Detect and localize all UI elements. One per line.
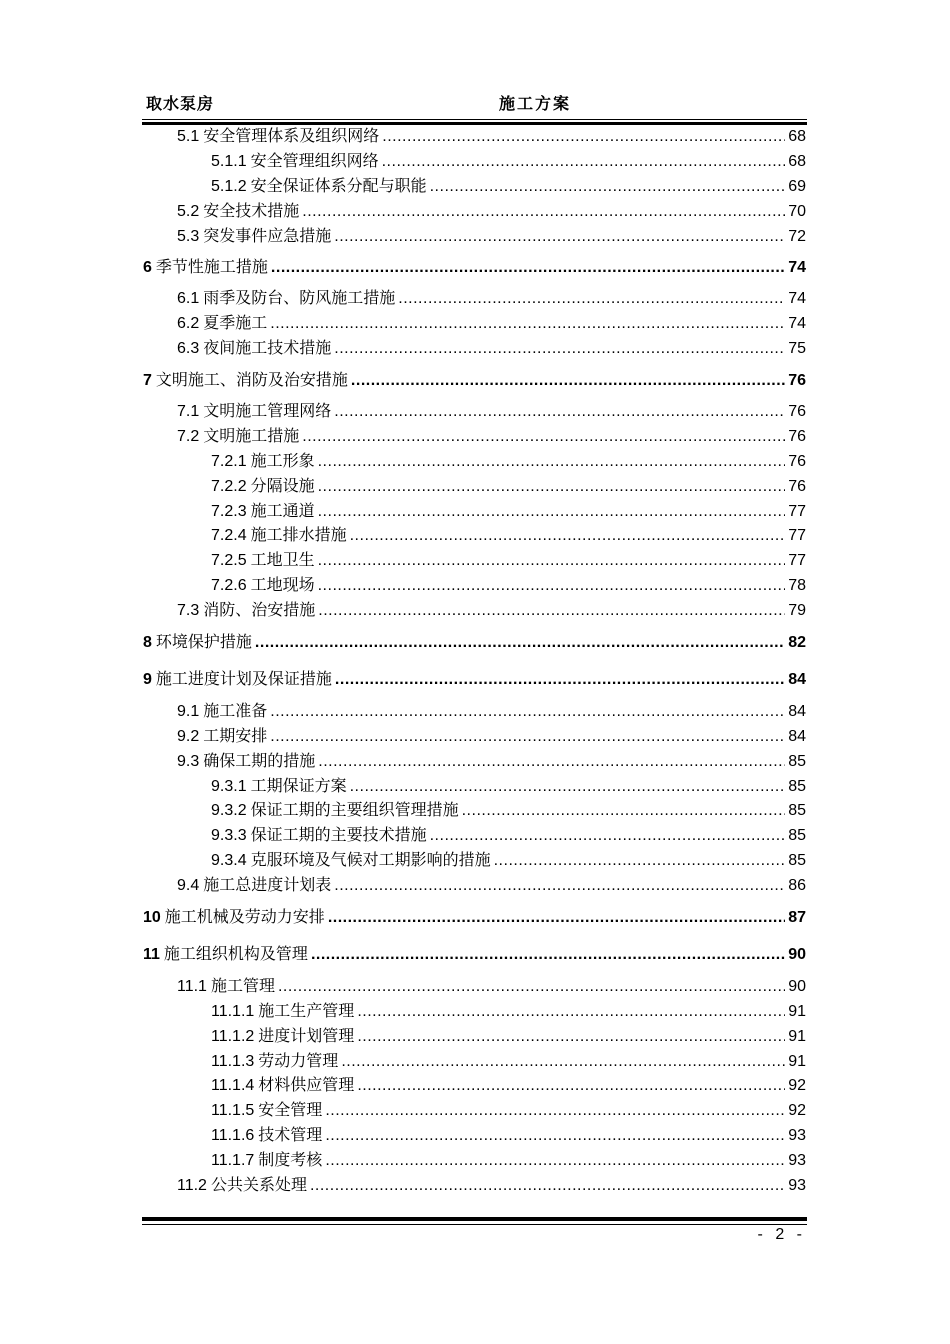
toc-entry-title: 安全管理 [258,1102,323,1119]
toc-entry[interactable] [177,975,806,997]
toc-entry-page: 85 [788,778,806,795]
toc-entry-number: 7.1 [177,403,200,420]
toc-dot-leader [382,127,785,147]
toc-entry-title: 施工形象 [250,453,315,470]
toc-dot-leader [341,1052,785,1072]
toc-entry[interactable] [211,824,806,846]
toc-entry-number: 5.1.1 [211,153,247,170]
toc-entry-title: 劳动力管理 [258,1053,339,1070]
toc-dot-leader [350,526,786,546]
toc-dot-leader [318,551,786,571]
toc-dot-leader [494,851,786,871]
toc-entry-title: 分隔设施 [250,478,315,495]
toc-entry[interactable] [211,500,806,522]
toc-entry-page: 86 [788,877,806,894]
toc-entry-number: 7.2.1 [211,453,247,470]
toc-dot-leader [318,601,785,621]
toc-entry-page: 91 [788,1028,806,1045]
toc-entry[interactable] [177,125,806,147]
toc-entry-page: 78 [788,577,806,594]
toc-dot-leader [318,576,786,596]
toc-entry-number: 11.1.5 [211,1102,255,1119]
toc-entry-title: 环境保护措施 [155,634,252,651]
toc-entry[interactable] [177,287,806,309]
toc-entry[interactable] [177,400,806,422]
toc-dot-leader [271,258,785,278]
toc-entry-number: 5.2 [177,203,200,220]
toc-dot-leader [278,977,785,997]
toc-entry-number: 9.3.2 [211,802,247,819]
footer-rule [142,1224,807,1225]
toc-entry-page: 91 [788,1003,806,1020]
toc-entry-page: 84 [788,703,806,720]
toc-dot-leader [350,777,786,797]
toc-dot-leader [325,1151,785,1171]
toc-entry-number: 9.1 [177,703,200,720]
toc-entry-page: 87 [788,909,806,926]
toc-entry-title: 确保工期的措施 [203,753,316,770]
toc-entry-page: 90 [788,946,806,963]
toc-entry-title: 雨季及防台、防风施工措施 [203,290,396,307]
toc-entry-title: 工期保证方案 [250,778,347,795]
toc-entry[interactable] [177,1174,806,1196]
toc-entry-number: 11.1.3 [211,1053,255,1070]
toc-entry-page: 82 [788,634,806,651]
toc-entry-number: 7.2 [177,428,200,445]
toc-entry[interactable] [177,200,806,222]
toc-entry-number: 9.4 [177,877,200,894]
toc-entry-page: 84 [788,671,806,688]
toc-entry[interactable] [177,312,806,334]
toc-entry-page: 70 [788,203,806,220]
toc-dot-leader [335,670,785,690]
toc-entry-title: 夏季施工 [203,315,268,332]
header-document-title: 施工方案 [499,94,572,113]
toc-entry[interactable] [143,906,806,928]
toc-dot-leader [318,752,785,772]
toc-entry-page: 76 [788,372,806,389]
toc-entry-title: 施工机械及劳动力安排 [164,909,325,926]
toc-dot-leader [255,633,785,653]
toc-dot-leader [325,1126,785,1146]
toc-entry-title: 安全技术措施 [203,203,300,220]
toc-entry[interactable] [177,700,806,722]
toc-entry[interactable] [177,599,806,621]
toc-entry-page: 74 [788,259,806,276]
toc-dot-leader [462,801,786,821]
toc-entry-number: 7.2.6 [211,577,247,594]
toc-entry-title: 进度计划管理 [258,1028,355,1045]
toc-entry-title: 施工通道 [250,503,315,520]
toc-entry-number: 7.2.5 [211,552,247,569]
toc-entry-number: 7.2.2 [211,478,247,495]
toc-entry-page: 92 [788,1102,806,1119]
toc-dot-leader [325,1101,785,1121]
toc-entry-title: 施工排水措施 [250,527,347,544]
toc-dot-leader [430,177,786,197]
toc-entry[interactable] [211,150,806,172]
toc-entry-page: 90 [788,978,806,995]
toc-entry-title: 工地现场 [250,577,315,594]
toc-entry-page: 85 [788,753,806,770]
toc-dot-leader [270,727,785,747]
toc-entry-page: 91 [788,1053,806,1070]
toc-dot-leader [357,1076,785,1096]
toc-entry-page: 74 [788,290,806,307]
toc-entry[interactable] [211,175,806,197]
toc-entry-number: 7 [143,372,152,389]
toc-entry[interactable] [177,725,806,747]
toc-entry-page: 84 [788,728,806,745]
toc-entry-number: 9.3.1 [211,778,247,795]
toc-entry-title: 安全保证体系分配与职能 [250,178,427,195]
toc-entry-number: 9.3.3 [211,827,247,844]
toc-entry-page: 76 [788,453,806,470]
toc-dot-leader [430,826,786,846]
toc-entry-title: 克服环境及气候对工期影响的措施 [250,852,491,869]
toc-entry-title: 制度考核 [258,1152,323,1169]
toc-entry-number: 6.3 [177,340,200,357]
toc-entry-page: 76 [788,403,806,420]
toc-entry[interactable] [211,849,806,871]
toc-entry-title: 施工准备 [203,703,268,720]
toc-entry-page: 76 [788,478,806,495]
toc-dot-leader [302,202,785,222]
toc-entry-title: 施工管理 [210,978,275,995]
toc-entry-title: 消防、治安措施 [203,602,316,619]
toc-dot-leader [318,452,786,472]
toc-entry-number: 5.1 [177,128,200,145]
toc-entry-title: 突发事件应急措施 [203,228,332,245]
toc-dot-leader [334,339,785,359]
page-number: - 2 - [757,1226,806,1243]
toc-entry-number: 5.1.2 [211,178,247,195]
toc-dot-leader [398,289,785,309]
toc-dot-leader [357,1027,785,1047]
toc-dot-leader [334,876,785,896]
toc-entry-title: 施工进度计划及保证措施 [155,671,332,688]
toc-entry-page: 69 [788,178,806,195]
toc-entry[interactable] [143,943,806,965]
toc-entry-number: 5.3 [177,228,200,245]
toc-entry-page: 68 [788,153,806,170]
toc-entry-number: 11.1.1 [211,1003,255,1020]
toc-entry[interactable] [143,369,806,391]
toc-dot-leader [334,402,785,422]
toc-entry-number: 11.1.7 [211,1152,255,1169]
toc-entry-page: 79 [788,602,806,619]
toc-entry-number: 11.1.2 [211,1028,255,1045]
toc-dot-leader [318,502,786,522]
toc-entry-page: 92 [788,1077,806,1094]
toc-entry-number: 7.2.3 [211,503,247,520]
toc-entry-page: 85 [788,852,806,869]
toc-entry[interactable] [211,775,806,797]
toc-entry-page: 74 [788,315,806,332]
toc-entry-page: 77 [788,552,806,569]
toc-entry-page: 93 [788,1177,806,1194]
toc-entry-number: 8 [143,634,152,651]
toc-entry-page: 72 [788,228,806,245]
footer-rule-bold [142,1217,807,1221]
toc-entry[interactable] [177,874,806,896]
toc-dot-leader [310,1176,785,1196]
toc-entry-title: 夜间施工技术措施 [203,340,332,357]
toc-entry[interactable] [211,1025,806,1047]
toc-dot-leader [334,227,785,247]
toc-entry[interactable] [177,225,806,247]
toc-entry[interactable] [211,574,806,596]
toc-entry-number: 6 [143,259,152,276]
toc-entry[interactable] [211,1050,806,1072]
toc-entry-number: 9.3 [177,753,200,770]
toc-entry[interactable] [211,1149,806,1171]
toc-dot-leader [382,152,786,172]
toc-entry[interactable] [211,450,806,472]
toc-entry-title: 季节性施工措施 [155,259,268,276]
toc-entry-title: 安全管理体系及组织网络 [203,128,380,145]
toc-entry[interactable] [177,425,806,447]
toc-entry[interactable] [211,799,806,821]
toc-dot-leader [270,314,785,334]
toc-entry-page: 76 [788,428,806,445]
toc-entry[interactable] [177,750,806,772]
toc-dot-leader [311,945,785,965]
toc-dot-leader [351,371,785,391]
toc-entry-page: 75 [788,340,806,357]
toc-entry[interactable] [211,549,806,571]
toc-entry-number: 9 [143,671,152,688]
toc-entry-number: 11 [143,946,160,963]
toc-entry[interactable] [177,337,806,359]
toc-entry-number: 7.3 [177,602,200,619]
toc-entry-number: 11.1.4 [211,1077,255,1094]
toc-entry-title: 施工生产管理 [258,1003,355,1020]
toc-entry-title: 材料供应管理 [258,1077,355,1094]
toc-entry-title: 施工总进度计划表 [203,877,332,894]
toc-entry-number: 9.2 [177,728,200,745]
toc-entry-page: 68 [788,128,806,145]
toc-entry-number: 9.3.4 [211,852,247,869]
toc-dot-leader [270,702,785,722]
toc-entry-title: 安全管理组织网络 [250,153,379,170]
toc-entry-number: 11.1.6 [211,1127,255,1144]
toc-entry-number: 11.2 [177,1177,207,1194]
toc-entry-title: 技术管理 [258,1127,323,1144]
toc-dot-leader [357,1002,785,1022]
toc-entry-page: 93 [788,1127,806,1144]
toc-entry-number: 6.1 [177,290,200,307]
toc-dot-leader [328,908,785,928]
toc-entry[interactable] [211,475,806,497]
toc-entry-page: 85 [788,802,806,819]
toc-entry-page: 85 [788,827,806,844]
toc-entry-title: 工期安排 [203,728,268,745]
toc-entry[interactable] [211,1124,806,1146]
toc-entry-number: 7.2.4 [211,527,247,544]
toc-entry[interactable] [143,256,806,278]
toc-entry-number: 10 [143,909,161,926]
toc-entry-title: 保证工期的主要技术措施 [250,827,427,844]
toc-entry-page: 77 [788,527,806,544]
toc-entry-title: 文明施工管理网络 [203,403,332,420]
toc-entry-title: 公共关系处理 [210,1177,307,1194]
toc-entry[interactable] [211,1000,806,1022]
toc-entry-number: 11.1 [177,978,207,995]
toc-dot-leader [318,477,786,497]
toc-entry[interactable] [211,1099,806,1121]
toc-entry[interactable] [211,1074,806,1096]
toc-entry[interactable] [143,631,806,653]
toc-entry-page: 77 [788,503,806,520]
toc-entry[interactable] [143,668,806,690]
toc-dot-leader [302,427,785,447]
toc-entry[interactable] [211,524,806,546]
toc-entry-title: 保证工期的主要组织管理措施 [250,802,459,819]
toc-entry-number: 6.2 [177,315,200,332]
header-project-name: 取水泵房 [146,94,215,113]
toc-entry-title: 文明施工措施 [203,428,300,445]
toc-entry-page: 93 [788,1152,806,1169]
toc-entry-title: 文明施工、消防及治安措施 [155,372,348,389]
toc-entry-title: 施工组织机构及管理 [163,946,308,963]
toc-entry-title: 工地卫生 [250,552,315,569]
